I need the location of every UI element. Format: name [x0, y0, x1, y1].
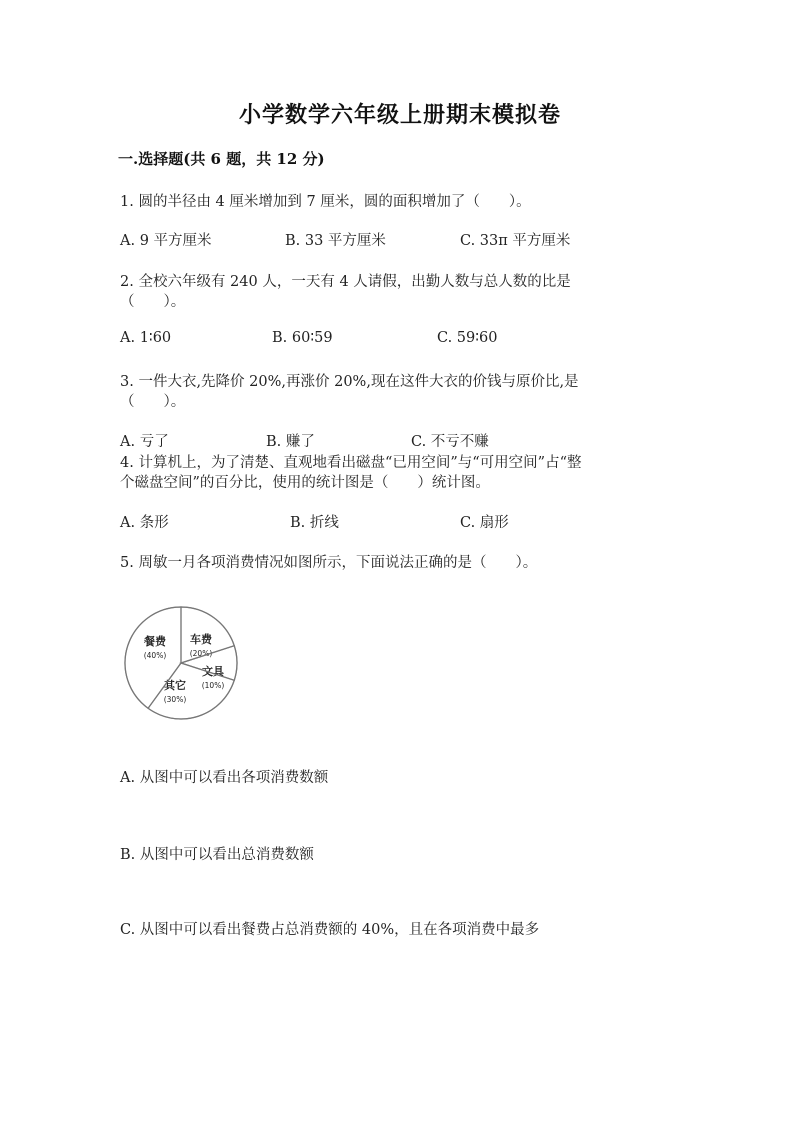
pie-chart [118, 605, 248, 730]
pie-slice-value: (40%) [143, 651, 167, 660]
pie-slice-label: 其它 [164, 679, 186, 692]
question-1-text: 1. 圆的半径由 4 厘米增加到 7 厘米，圆的面积增加了（ ）。 [120, 194, 531, 210]
page-title: 小学数学六年级上册期末模拟卷 [238, 102, 561, 128]
question-4-option-c[interactable]: C. 扇形 [460, 515, 509, 531]
question-4-text-cont: 个磁盘空间”的百分比，使用的统计图是（ ）统计图。 [120, 475, 490, 491]
question-1-option-a[interactable]: A. 9 平方厘米 [120, 233, 212, 249]
pie-slice-label: 文具 [202, 665, 224, 678]
question-5-text: 5. 周敏一月各项消费情况如图所示，下面说法正确的是（ ）。 [120, 555, 538, 571]
question-1-option-c[interactable]: C. 33π 平方厘米 [460, 233, 571, 249]
question-2-text: 2. 全校六年级有 240 人，一天有 4 人请假，出勤人数与总人数的比是 [120, 274, 571, 290]
question-5-option-b[interactable]: B. 从图中可以看出总消费数额 [120, 847, 314, 863]
question-4-text: 4. 计算机上，为了清楚、直观地看出磁盘“已用空间”与“可用空间”占“整 [120, 455, 582, 471]
question-2-text-cont: （ ）。 [120, 294, 186, 310]
pie-slice-label: 车费 [190, 633, 212, 646]
question-3-option-c[interactable]: C. 不亏不赚 [411, 434, 489, 450]
question-3-option-a[interactable]: A. 亏了 [120, 434, 169, 450]
question-3-option-b[interactable]: B. 赚了 [266, 434, 315, 450]
pie-slice-value: (10%) [201, 681, 225, 690]
question-2-option-a[interactable]: A. 1∶60 [120, 330, 172, 346]
pie-slice-label: 餐费 [144, 635, 166, 648]
question-3-text-cont: （ ）。 [120, 394, 186, 410]
pie-slice-value: (30%) [163, 695, 187, 704]
question-4-option-a[interactable]: A. 条形 [120, 515, 169, 531]
question-5-option-a[interactable]: A. 从图中可以看出各项消费数额 [120, 770, 329, 786]
question-4-option-b[interactable]: B. 折线 [290, 515, 339, 531]
question-2-option-b[interactable]: B. 60∶59 [272, 330, 333, 346]
question-1-option-b[interactable]: B. 33 平方厘米 [285, 233, 386, 249]
pie-slice-value: (20%) [189, 649, 213, 658]
question-3-text: 3. 一件大衣,先降价 20%,再涨价 20%,现在这件大衣的价钱与原价比,是 [120, 374, 579, 390]
question-2-option-c[interactable]: C. 59∶60 [437, 330, 498, 346]
section-heading: 一.选择题(共 6 题，共 12 分) [118, 150, 325, 168]
question-5-option-c[interactable]: C. 从图中可以看出餐费占总消费额的 40%，且在各项消费中最多 [120, 922, 540, 938]
